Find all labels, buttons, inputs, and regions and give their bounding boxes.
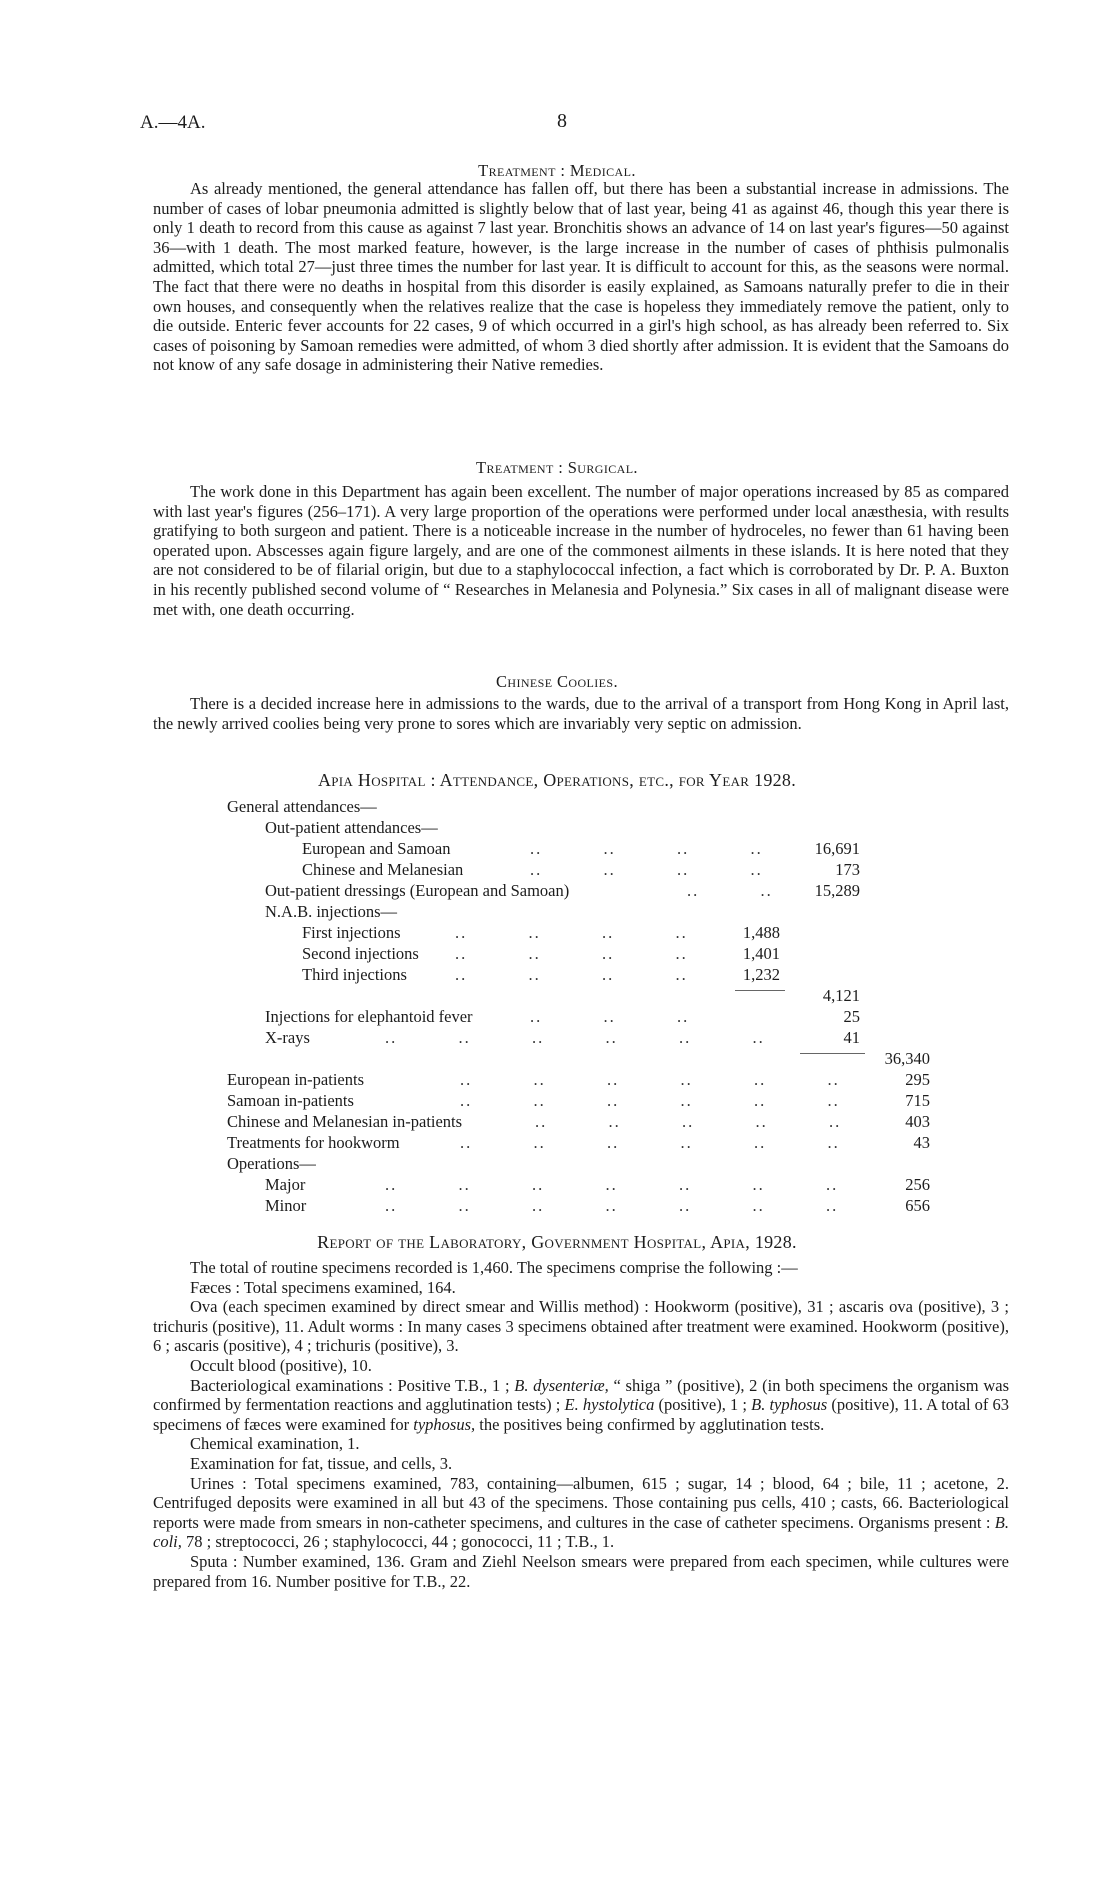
coolies-paragraph: There is a decided increase here in admissions to the wards, due to the arrival of a transport from Hong Kong in April last, the newly arrived coolies being very prone to sores which are invariably very septic on admission. — [153, 694, 1009, 733]
european-samoan-label: European and Samoan — [302, 839, 451, 858]
european-inpatients-value: 295 — [905, 1070, 930, 1089]
organism-name: B. typhosus — [751, 1395, 828, 1415]
medical-paragraph: As already mentioned, the general attendance has fallen off, but there has been a substantial increase in admissions. The number of cases of lobar pneumonia admitted is slightly below that of last year, being 41 as against 46, though this year there is only 1 death to record from this cause as against 7 last year. Bronchitis shows an advance of 14 on last year's figures—50 against 36—with 1 death. The most marked feature, however, is the large increase in the number of cases of phthisis pulmonalis admitted, which total 27—just three times the number for last year. It is difficult to account for this, as the seasons were normal. The fact that there were no deaths in hospital from this disorder is easily explained, as Samoans naturally prefer to die in their own houses, and consequently when the relatives realize that the case is hopeless they immediately remove the patient, only to die outside. Enteric fever accounts for 22 cases, 9 of which occurred in a girl's high school, as has already been referred to. Six cases of poisoning by Samoan remedies were admitted, of whom 3 died shortly after admission. It is evident that the Samoans do not know of any safe dosage in administering their Native remedies. — [153, 179, 1009, 375]
chinese-melanesian-label: Chinese and Melanesian — [302, 860, 464, 879]
medical-heading: Treatment : Medical. — [478, 161, 636, 180]
minor-operations-value: 656 — [905, 1196, 930, 1215]
lab-paragraph-urines — [153, 1474, 1009, 1552]
leader-dots: .. .. .. .. .. .. — [460, 1133, 840, 1152]
lab-text: 78 ; streptococci, 26 ; staphylococci, 44 ; gonococci, 11 ; T.B., 1. — [186, 1532, 615, 1552]
third-injections-value: 1,232 — [742, 965, 780, 984]
laboratory-heading: Report of the Laboratory, Government Hospital, Apia, 1928. — [317, 1232, 797, 1252]
general-attendances-label: General attendances— — [227, 797, 377, 816]
general-total-value: 36,340 — [884, 1049, 930, 1068]
dressings-label: Out-patient dressings (European and Samoan) — [265, 881, 570, 900]
lab-text: the positives being confirmed by agglutination tests. — [479, 1414, 825, 1434]
leader-dots: .. .. .. .. .. .. .. — [385, 1196, 839, 1215]
leader-dots: .. .. .. .. .. — [535, 1112, 842, 1131]
hookworm-label: Treatments for hookworm — [227, 1133, 400, 1152]
organism-name: E. hystolytica — [564, 1395, 655, 1415]
surgical-paragraph: The work done in this Department has again been excellent. The number of major operations increased by 85 as compared with last year's figures (256–171). A very large proportion of the operations were performed under local anæsthesia, with results gratifying to both surgeon and patient. There is a noticeable increase in the number of hydroceles, no fewer than 61 having been operated upon. Abscesses again figure largely, and are one of the commonest ailments in these islands. It is here noted that they are not considered to be of filarial origin, but due to a staphylococcal infection, a fact which is corroborated by Dr. P. A. Buxton in his recently published second volume of “ Researches in Melanesia and Polynesia.” Six cases in all of malignant disease were met with, one death occurring. — [153, 482, 1009, 619]
european-inpatients-label: European in-patients — [227, 1070, 364, 1089]
leader-dots: .. .. .. .. .. .. .. — [385, 1175, 839, 1194]
chinese-melanesian-value: 173 — [835, 860, 860, 879]
second-injections-label: Second injections — [302, 944, 419, 963]
page-reference: A.—4A. — [140, 112, 206, 133]
second-injections-value: 1,401 — [742, 944, 780, 963]
lab-paragraph: Occult blood (positive), 10. — [190, 1355, 372, 1375]
xrays-value: 41 — [843, 1028, 860, 1047]
lab-text: (positive), 1 ; — [658, 1395, 747, 1415]
outpatient-label: Out-patient attendances— — [265, 818, 438, 837]
chinese-inpatients-value: 403 — [905, 1112, 930, 1131]
coolies-heading: Chinese Coolies. — [496, 672, 618, 691]
leader-dots: .. .. .. .. .. .. — [460, 1070, 840, 1089]
major-operations-value: 256 — [905, 1175, 930, 1194]
major-operations-label: Major — [265, 1175, 306, 1194]
leader-dots: .. .. .. .. — [530, 860, 763, 879]
lab-text: Urines : Total specimens examined, 783, containing—albumen, 615 ; sugar, 14 ; blood, 64 ; bile, 11 ; acetone, 2. Centrifuged deposits were examined in all but 43 of the specimens. Those containing pus cells, 410 ; casts, 66. Bacteriological reports were made from smears in non-catheter specimens, and cultures in the case of catheter specimens. Organisms present : — [153, 1473, 1009, 1532]
lab-text: (positive), 11. A total of 63 specimens of fæces were examined for — [153, 1395, 1010, 1434]
lab-text: Bacteriological examinations : Positive T.B., 1 ; — [190, 1375, 510, 1395]
lab-paragraph: Ova (each specimen examined by direct smear and Willis method) : Hookworm (positive), 31 ; ascaris ova (positive), 3 ; trichuris (positive), 11. Adult worms : In many cases 3 specimens obtained after treatment were examined. Hookworm (positive), 6 ; ascaris (positive), 4 ; trichuris (positive), 3. — [153, 1297, 1009, 1356]
leader-dots: .. .. .. .. .. .. — [385, 1028, 765, 1047]
samoan-inpatients-label: Samoan in-patients — [227, 1091, 354, 1110]
nab-injections-label: N.A.B. injections— — [265, 902, 397, 921]
lab-paragraph: Examination for fat, tissue, and cells, 3. — [190, 1453, 453, 1473]
lab-paragraph: Chemical examination, 1. — [190, 1434, 360, 1454]
total-rule — [800, 1053, 865, 1054]
operations-label: Operations— — [227, 1154, 316, 1173]
european-samoan-value: 16,691 — [814, 839, 860, 858]
chinese-inpatients-label: Chinese and Melanesian in-patients — [227, 1112, 463, 1131]
elephantoid-label: Injections for elephantoid fever — [265, 1007, 473, 1026]
lab-paragraph: Fæces : Total specimens examined, 164. — [190, 1277, 456, 1297]
minor-operations-label: Minor — [265, 1196, 307, 1215]
leader-dots: .. .. .. — [530, 1007, 690, 1026]
page-number: 8 — [557, 110, 567, 132]
dressings-value: 15,289 — [814, 881, 860, 900]
nab-total-value: 4,121 — [822, 986, 860, 1005]
leader-dots: .. .. .. .. — [455, 923, 688, 942]
leader-dots: .. .. .. .. — [530, 839, 763, 858]
hospital-table-title: Apia Hospital : Attendance, Operations, etc., for Year 1928. — [317, 770, 797, 790]
elephantoid-value: 25 — [843, 1007, 860, 1026]
hookworm-value: 43 — [913, 1133, 930, 1152]
subtotal-rule — [735, 990, 785, 991]
organism-name: B. coli, — [153, 1512, 1009, 1552]
leader-dots: .. .. .. .. .. .. — [460, 1091, 840, 1110]
first-injections-label: First injections — [302, 923, 401, 942]
laboratory-report — [153, 1258, 1009, 1591]
first-injections-value: 1,488 — [742, 923, 780, 942]
leader-dots: .. .. .. .. — [455, 944, 688, 963]
samoan-inpatients-value: 715 — [905, 1091, 930, 1110]
xrays-label: X-rays — [265, 1028, 310, 1047]
organism-name: B. dysenteriæ, — [514, 1375, 609, 1395]
leader-dots: .. .. .. .. — [455, 965, 688, 984]
lab-paragraph: The total of routine specimens recorded is 1,460. The specimens comprise the following :— — [190, 1258, 798, 1277]
lab-paragraph-bacteriological — [153, 1376, 1009, 1435]
organism-name: typhosus, — [413, 1414, 476, 1434]
leader-dots: .. .. — [687, 881, 773, 900]
lab-paragraph: Sputa : Number examined, 136. Gram and Ziehl Neelson smears were prepared from each specimen, while cultures were prepared from 16. Number positive for T.B., 22. — [153, 1551, 1009, 1591]
lab-text: “ shiga ” (positive), 2 (in both specimens the organism was confirmed by fermentation reactions and agglutination tests) ; — [153, 1375, 1010, 1415]
third-injections-label: Third injections — [302, 965, 407, 984]
surgical-heading: Treatment : Surgical. — [476, 458, 638, 477]
